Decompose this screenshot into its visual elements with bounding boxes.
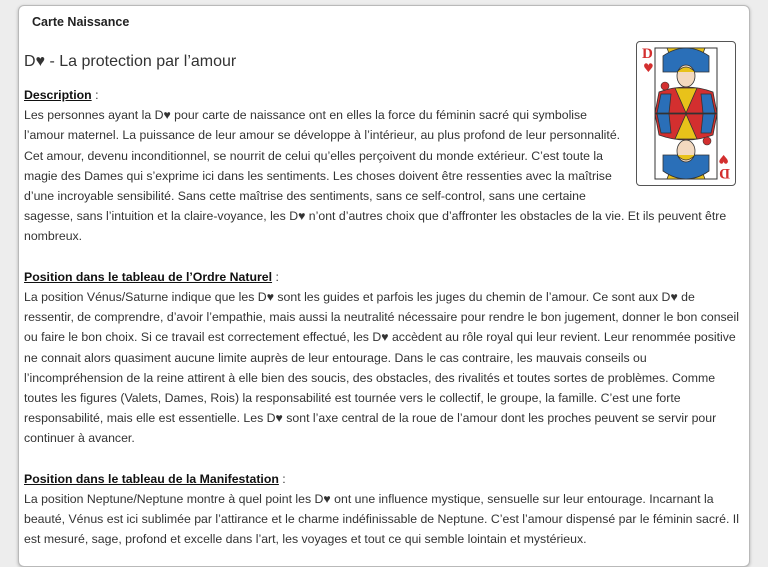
page-heading: D♥ - La protection par l’amour bbox=[24, 53, 237, 70]
section-natural-order-title-line bbox=[24, 267, 746, 287]
queen-of-hearts-card-icon bbox=[636, 41, 736, 186]
section-manifestation-text: La position Neptune/Neptune montre à quel point les D♥ ont une influence mystique, sensuelle sur leur entourage. Incarnant la beauté, Vénus est ici sublimée par l’attirance et le charme indéfinissable de Neptune. C’est l’amour dispensé par le féminin sacré. Il est mesuré, sage, profond et excelle dans l’art, les voyages et tout ce qui semble lointain et mystérieux. bbox=[24, 492, 739, 547]
section-natural-order-text: La position Vénus/Saturne indique que les D♥ sont les guides et parfois les juges du chemin de l’amour. Ce sont aux D♥ de ressentir, de comprendre, d’avoir l’empathie, mais aussi la neutralité nécessaire pour rendre le bon jugement, donner le bon conseil ou faire le bon choix. Si ce travail est correctement effectué, les D♥ accèdent au rôle royal qui leur revient. Leur renommée positive ne connait alors quasiment aucune limite auprès de leur entourage. Dans le cas contraire, les mauvais conseils ou l’incompréhension de la reine attirent à elle bien des soucis, des obstacles, des rivalités et toutes sortes de problèmes. Comme toutes les figures (Valets, Dames, Rois) la responsabilité est tournée vers le collectif, le groupe, la famille. C’est une forte responsabilité, mais elle est essentielle. Les D♥ sont l’axe central de la roue de l’amour dont les proches peuvent se servir pour continuer à avancer. bbox=[24, 290, 739, 446]
card-suit-top: ♥ bbox=[643, 61, 654, 76]
section-natural-order-title: Position dans le tableau de l’Ordre Naturel bbox=[24, 269, 273, 284]
card-rank-bottom: D bbox=[719, 165, 730, 182]
panel-title: Carte Naissance bbox=[32, 15, 130, 29]
section-manifestation-title-line bbox=[24, 469, 746, 489]
card-suit-bottom: ♥ bbox=[718, 152, 729, 167]
section-description-title: Description bbox=[24, 88, 92, 102]
birth-card-panel bbox=[18, 5, 750, 567]
section-gap bbox=[24, 247, 746, 267]
card-illustration bbox=[637, 42, 735, 185]
section-description-sep: : bbox=[91, 88, 99, 102]
card-rank-top: D bbox=[642, 46, 653, 63]
section-natural-order-sep: : bbox=[272, 269, 279, 284]
section-description-text: Les personnes ayant la D♥ pour carte de naissance ont en elles la force du féminin sacré qui symbolise l’amour maternel. La puissance de leur amour se développe à l’intérieur, au plus profond de leur personnalité. Cet amour, devenu inconditionnel, se nourrit de celui qu’elles perçoivent du monde extérieur. C’est toute la magie des Dames qui s’exprime ici dans les sentiments. Les choses doivent être ressenties avec la maîtrise d’une incroyable sensibilité. Sans cette maîtrise des sentiments, sans ce self-control, sans une certaine sagesse, sans l’intuition et la claire-voyance, les D♥ n’ont d’autres choix que d’affronter les obstacles de la vie. Et ils peuvent être nombreux. bbox=[24, 108, 727, 244]
section-manifestation-sep: : bbox=[278, 471, 286, 486]
section-manifestation-title: Position dans le tableau de la Manifestation bbox=[24, 471, 279, 486]
section-gap bbox=[24, 449, 746, 469]
